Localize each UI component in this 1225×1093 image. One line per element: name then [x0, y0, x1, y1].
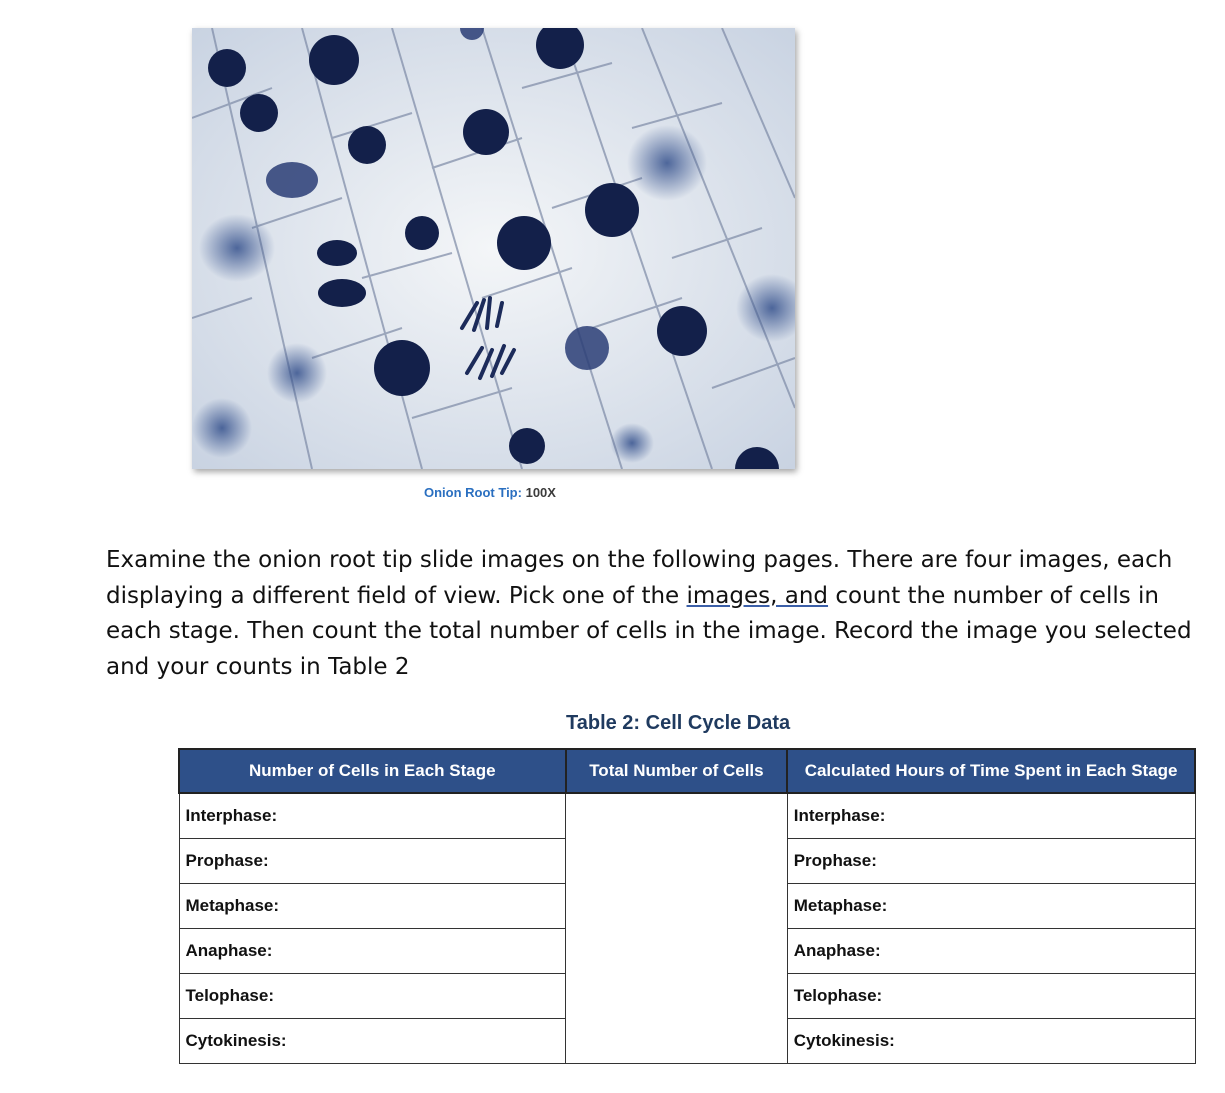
stage-hours-cell[interactable]: Metaphase: — [787, 884, 1195, 929]
stage-hours-cell[interactable]: Anaphase: — [787, 929, 1195, 974]
header-total-cells: Total Number of Cells — [566, 749, 788, 793]
stage-count-cell[interactable]: Prophase: — [179, 839, 566, 884]
header-hours-per-stage: Calculated Hours of Time Spent in Each Stage — [787, 749, 1195, 793]
instructions-paragraph — [106, 543, 1221, 685]
onion-root-tip-micrograph — [192, 28, 795, 469]
stage-count-cell[interactable]: Telophase: — [179, 974, 566, 1019]
table-header-row — [179, 749, 1195, 793]
stage-hours-cell[interactable]: Cytokinesis: — [787, 1019, 1195, 1064]
instructions-text-1: Examine the onion root tip slide images on the following pages. There are four images, each displaying a different field of view. Pick one of the — [106, 547, 1173, 609]
micrograph-illustration — [192, 28, 795, 469]
instructions-underlined: images, and — [686, 582, 829, 609]
total-cells-cell[interactable] — [566, 793, 788, 1064]
stage-count-cell[interactable]: Anaphase: — [179, 929, 566, 974]
table-row — [179, 793, 1195, 839]
stage-hours-cell[interactable]: Interphase: — [787, 793, 1195, 839]
stage-count-cell[interactable]: Cytokinesis: — [179, 1019, 566, 1064]
cell-cycle-data-table — [178, 748, 1196, 1064]
stage-count-cell[interactable]: Interphase: — [179, 793, 566, 839]
stage-count-cell[interactable]: Metaphase: — [179, 884, 566, 929]
figure-caption — [424, 485, 556, 500]
caption-magnification: 100X — [525, 485, 556, 500]
caption-label: Onion Root Tip: — [424, 485, 522, 500]
instructions-text-2: count the number of cells in each stage. Then count the total number of cells in the image. Record the image you selected and your counts in Table 2 — [106, 582, 1192, 680]
stage-hours-cell[interactable]: Telophase: — [787, 974, 1195, 1019]
header-cells-per-stage: Number of Cells in Each Stage — [179, 749, 566, 793]
stage-hours-cell[interactable]: Prophase: — [787, 839, 1195, 884]
table-caption: Table 2: Cell Cycle Data — [566, 712, 791, 734]
